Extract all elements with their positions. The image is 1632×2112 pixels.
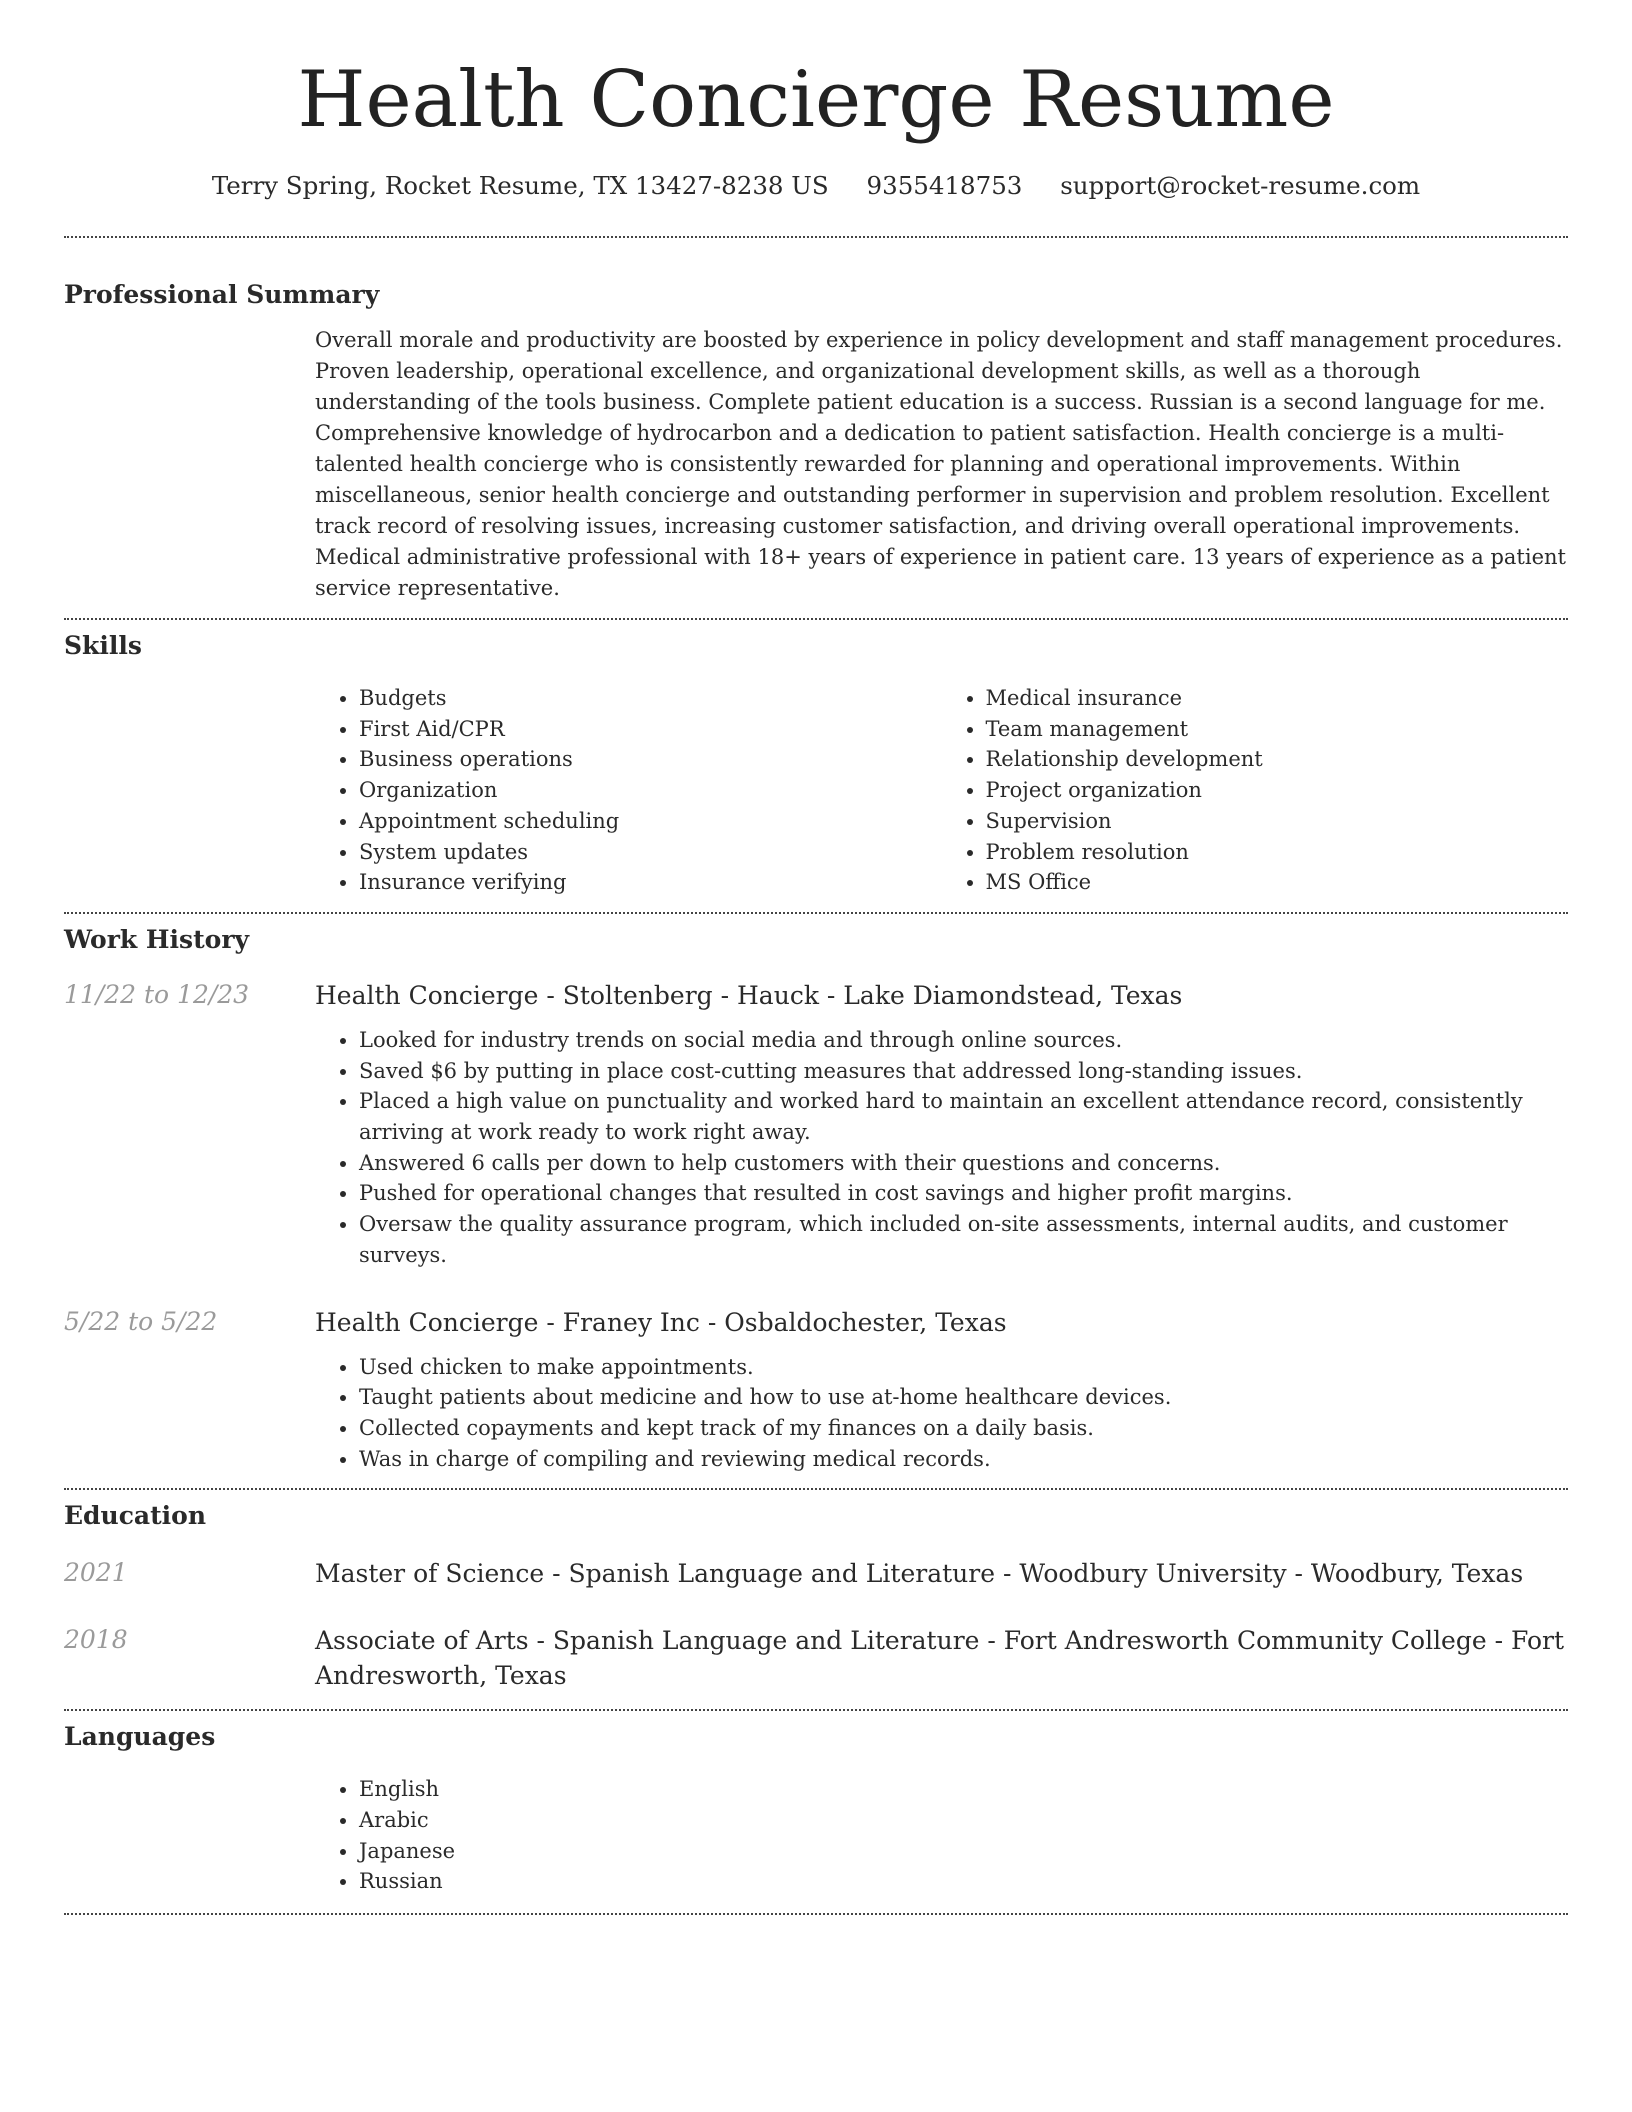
language-item: • Arabic [359, 1805, 1568, 1836]
section-title-summary: Professional Summary [64, 280, 380, 309]
skill-item: • Supervision [986, 806, 1569, 837]
page-title: Health Concierge Resume [297, 55, 1335, 145]
job-bullets [315, 1352, 1568, 1475]
skill-item: • Budgets [359, 683, 942, 714]
job-body [315, 978, 1568, 1271]
job-heading: Health Concierge - Franey Inc - Osbaldochester, Texas [315, 1307, 1007, 1337]
job-bullet: • Collected copayments and kept track of my finances on a daily basis. [359, 1413, 1568, 1444]
job-body [315, 1305, 1568, 1475]
section-title-skills: Skills [64, 631, 142, 660]
education-entry [64, 1623, 1568, 1693]
skill-item: • Organization [359, 775, 942, 806]
languages-list [315, 1774, 1568, 1897]
skills-section [64, 620, 1568, 898]
skill-item: • Medical insurance [986, 683, 1569, 714]
skills-list-right [942, 683, 1569, 898]
education-date: 2021 [64, 1558, 128, 1588]
job-bullet: • Pushed for operational changes that resulted in cost savings and higher profit margins. [359, 1178, 1568, 1209]
job-bullet: • Taught patients about medicine and how to use at-home healthcare devices. [359, 1382, 1568, 1413]
education-heading: Master of Science - Spanish Language and Literature - Woodbury University - Woodbury, Texas [315, 1559, 1524, 1589]
job-bullet: • Answered 6 calls per down to help customers with their questions and concerns. [359, 1148, 1568, 1179]
job-bullet: • Placed a high value on punctuality and worked hard to maintain an excellent attendance record, consistently arriving at work ready to work right away. [359, 1086, 1568, 1147]
contact-line [64, 170, 1568, 202]
skills-columns [315, 683, 1568, 898]
language-item: • English [359, 1774, 1568, 1805]
section-title-education: Education [64, 1501, 207, 1531]
job-entry [64, 978, 1568, 1271]
education-entry [64, 1556, 1568, 1591]
contact-address: Terry Spring, Rocket Resume, TX 13427-8238 US [211, 171, 829, 200]
job-bullet: • Was in charge of compiling and reviewing medical records. [359, 1444, 1568, 1475]
skill-item: • First Aid/CPR [359, 714, 942, 745]
job-date: 5/22 to 5/22 [64, 1306, 218, 1336]
skill-item: • System updates [359, 837, 942, 868]
section-title-work: Work History [64, 924, 250, 954]
skill-item: • Team management [986, 714, 1569, 745]
skill-item: • Business operations [359, 744, 942, 775]
education-heading: Associate of Arts - Spanish Language and Literature - Fort Andresworth Community College - Fort Andresworth, Texas [315, 1626, 1565, 1691]
summary-content [315, 325, 1568, 604]
summary-section [64, 238, 1568, 604]
skill-item: • Appointment scheduling [359, 806, 942, 837]
education-date: 2018 [64, 1625, 128, 1655]
section-title-languages: Languages [64, 1722, 216, 1752]
job-bullet: • Saved $6 by putting in place cost-cutting measures that addressed long-standing issues. [359, 1056, 1568, 1087]
job-date: 11/22 to 12/23 [64, 979, 250, 1009]
education-section [64, 1490, 1568, 1693]
languages-section [64, 1711, 1568, 1897]
job-bullets [315, 1025, 1568, 1271]
job-bullet: • Oversaw the quality assurance program, which included on-site assessments, internal audits, and customer surveys. [359, 1209, 1568, 1270]
skill-item: • Problem resolution [986, 837, 1569, 868]
skill-item: • Insurance verifying [359, 867, 942, 898]
skill-item: • Relationship development [986, 744, 1569, 775]
languages-content [315, 1774, 1568, 1897]
language-item: • Japanese [359, 1836, 1568, 1867]
summary-text: Overall morale and productivity are boosted by experience in policy development and staff management procedures. Proven leadership, operational excellence, and organizational development skills, as well as a thorough understanding of the tools business. Complete patient education is a success. Russian is a second language for me. Comprehensive knowledge of hydrocarbon and a dedication to patient satisfaction. Health concierge is a multi-talented health concierge who is consistently rewarded for planning and operational improvements. Within miscellaneous, senior health concierge and outstanding performer in supervision and problem resolution. Excellent track record of resolving issues, increasing customer satisfaction, and driving overall operational improvements. Medical administrative professional with 18+ years of experience in patient care. 13 years of experience as a patient service representative. [315, 328, 1566, 600]
job-bullet: • Looked for industry trends on social media and through online sources. [359, 1025, 1568, 1056]
skills-list-left [315, 683, 942, 898]
contact-email: support@rocket-resume.com [1060, 171, 1421, 200]
divider [64, 1913, 1568, 1915]
skill-item: • Project organization [986, 775, 1569, 806]
language-item: • Russian [359, 1866, 1568, 1897]
job-heading: Health Concierge - Stoltenberg - Hauck - Lake Diamondstead, Texas [315, 980, 1183, 1010]
skill-item: • MS Office [986, 867, 1569, 898]
job-bullet: • Used chicken to make appointments. [359, 1352, 1568, 1383]
resume-page [64, 0, 1568, 1915]
work-section [64, 914, 1568, 1474]
job-entry [64, 1305, 1568, 1475]
contact-phone: 9355418753 [866, 171, 1023, 200]
